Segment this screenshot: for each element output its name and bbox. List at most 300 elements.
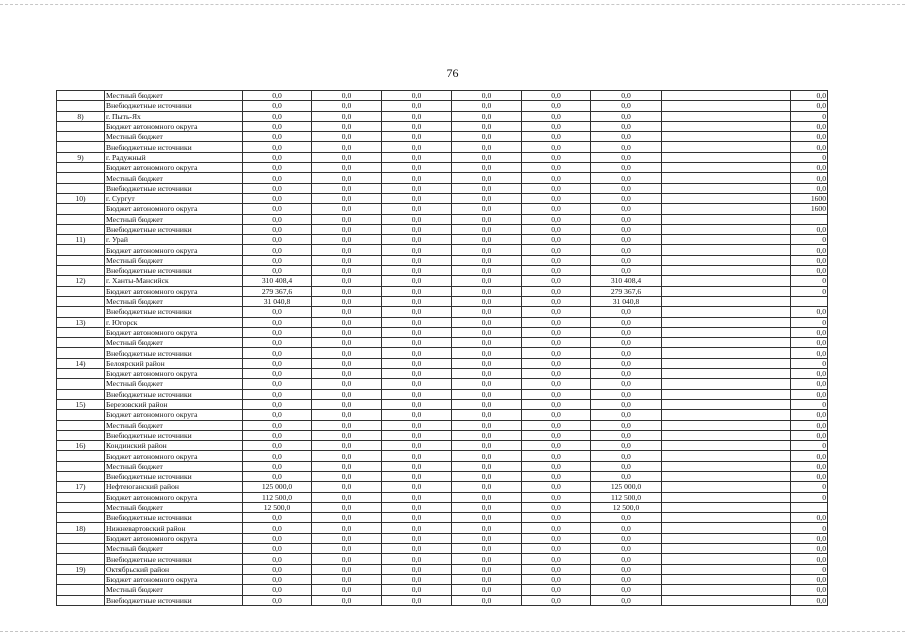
- row-name-cell: Местный бюджет: [105, 338, 243, 348]
- value-cell: 0,0: [791, 338, 828, 348]
- value-cell: 0,0: [243, 101, 312, 111]
- value-cell: 0,0: [243, 204, 312, 214]
- value-cell: 0,0: [312, 379, 382, 389]
- value-cell: 0,0: [591, 585, 662, 595]
- value-cell: 0,0: [312, 255, 382, 265]
- value-cell: 0,0: [791, 554, 828, 564]
- value-cell: 0,0: [522, 204, 591, 214]
- value-cell: 0,0: [522, 410, 591, 420]
- value-cell: 0,0: [591, 132, 662, 142]
- value-cell: 0,0: [312, 193, 382, 203]
- row-name-cell: Внебюджетные источники: [105, 430, 243, 440]
- value-cell: 0,0: [452, 420, 522, 430]
- value-cell: 0,0: [382, 245, 452, 255]
- value-cell: 12 500,0: [243, 502, 312, 512]
- value-cell: 0,0: [243, 224, 312, 234]
- value-cell: 0,0: [522, 348, 591, 358]
- value-cell: 0,0: [591, 544, 662, 554]
- value-cell: 0,0: [591, 441, 662, 451]
- value-cell: 0,0: [522, 564, 591, 574]
- value-cell: 0,0: [243, 111, 312, 121]
- table-row: [57, 266, 828, 276]
- value-cell: 0,0: [452, 595, 522, 605]
- value-cell: 125 000,0: [243, 482, 312, 492]
- value-cell: 0,0: [791, 574, 828, 584]
- table-row: [57, 595, 828, 605]
- value-cell: 0,0: [522, 574, 591, 584]
- value-cell: [662, 348, 791, 358]
- value-cell: 0,0: [791, 389, 828, 399]
- value-cell: 31 040,8: [591, 296, 662, 306]
- row-name-cell: Местный бюджет: [105, 173, 243, 183]
- value-cell: 0,0: [382, 492, 452, 502]
- value-cell: 0,0: [452, 574, 522, 584]
- value-cell: 0,0: [243, 544, 312, 554]
- value-cell: 0,0: [312, 91, 382, 101]
- value-cell: [662, 286, 791, 296]
- value-cell: 0,0: [591, 91, 662, 101]
- value-cell: 0,0: [382, 327, 452, 337]
- value-cell: 0,0: [312, 451, 382, 461]
- value-cell: 0,0: [243, 142, 312, 152]
- value-cell: 0,0: [243, 91, 312, 101]
- value-cell: [662, 379, 791, 389]
- row-number-cell: [57, 379, 105, 389]
- value-cell: 0,0: [312, 574, 382, 584]
- value-cell: [662, 523, 791, 533]
- value-cell: 0,0: [452, 183, 522, 193]
- row-number-cell: 12): [57, 276, 105, 286]
- value-cell: 0,0: [591, 327, 662, 337]
- value-cell: [662, 574, 791, 584]
- value-cell: 0,0: [791, 142, 828, 152]
- row-number-cell: [57, 132, 105, 142]
- value-cell: 310 408,4: [243, 276, 312, 286]
- value-cell: 0,0: [591, 183, 662, 193]
- value-cell: 0,0: [452, 389, 522, 399]
- value-cell: 0,0: [452, 91, 522, 101]
- row-name-cell: Местный бюджет: [105, 255, 243, 265]
- value-cell: 0,0: [243, 338, 312, 348]
- value-cell: 0,0: [382, 121, 452, 131]
- value-cell: 0,0: [452, 338, 522, 348]
- value-cell: 0,0: [312, 214, 382, 224]
- row-name-cell: Бюджет автономного округа: [105, 121, 243, 131]
- row-name-cell: Бюджет автономного округа: [105, 410, 243, 420]
- row-name-cell: Внебюджетные источники: [105, 554, 243, 564]
- value-cell: 0,0: [312, 410, 382, 420]
- value-cell: 0,0: [591, 451, 662, 461]
- value-cell: 0: [791, 523, 828, 533]
- row-number-cell: 15): [57, 399, 105, 409]
- value-cell: 0,0: [522, 173, 591, 183]
- value-cell: 0,0: [243, 173, 312, 183]
- value-cell: 0,0: [591, 564, 662, 574]
- row-number-cell: [57, 173, 105, 183]
- value-cell: 0,0: [243, 471, 312, 481]
- value-cell: 0,0: [591, 461, 662, 471]
- value-cell: 0,0: [382, 338, 452, 348]
- value-cell: 0,0: [382, 152, 452, 162]
- value-cell: 0,0: [791, 379, 828, 389]
- value-cell: 0: [791, 111, 828, 121]
- value-cell: 0,0: [791, 132, 828, 142]
- value-cell: 0,0: [382, 266, 452, 276]
- value-cell: 0,0: [791, 410, 828, 420]
- value-cell: 0,0: [522, 358, 591, 368]
- value-cell: [662, 255, 791, 265]
- row-number-cell: [57, 338, 105, 348]
- value-cell: 0,0: [312, 544, 382, 554]
- value-cell: 0,0: [452, 111, 522, 121]
- table-row: [57, 369, 828, 379]
- table-row: [57, 245, 828, 255]
- table-row: [57, 554, 828, 564]
- value-cell: 0: [791, 399, 828, 409]
- value-cell: 0,0: [382, 204, 452, 214]
- value-cell: 0,0: [452, 255, 522, 265]
- value-cell: 0,0: [382, 317, 452, 327]
- value-cell: 0,0: [591, 389, 662, 399]
- value-cell: 0,0: [591, 348, 662, 358]
- value-cell: 0,0: [382, 91, 452, 101]
- value-cell: 0,0: [591, 369, 662, 379]
- row-name-cell: Местный бюджет: [105, 461, 243, 471]
- value-cell: 0,0: [382, 564, 452, 574]
- value-cell: 0,0: [243, 369, 312, 379]
- value-cell: 0,0: [452, 193, 522, 203]
- value-cell: 0,0: [522, 420, 591, 430]
- value-cell: 0,0: [312, 317, 382, 327]
- table-row: [57, 451, 828, 461]
- value-cell: 0,0: [312, 595, 382, 605]
- value-cell: 0,0: [591, 358, 662, 368]
- value-cell: 0,0: [382, 307, 452, 317]
- value-cell: 0: [791, 286, 828, 296]
- table-row: [57, 224, 828, 234]
- value-cell: 0,0: [522, 142, 591, 152]
- value-cell: 0,0: [522, 224, 591, 234]
- value-cell: 279 367,6: [243, 286, 312, 296]
- table-row: [57, 585, 828, 595]
- value-cell: 0,0: [452, 502, 522, 512]
- value-cell: [662, 471, 791, 481]
- value-cell: 0,0: [312, 224, 382, 234]
- value-cell: 0,0: [382, 441, 452, 451]
- value-cell: 0,0: [452, 286, 522, 296]
- value-cell: 0,0: [382, 142, 452, 152]
- value-cell: 0,0: [452, 451, 522, 461]
- row-name-cell: Внебюджетные источники: [105, 101, 243, 111]
- value-cell: [662, 235, 791, 245]
- row-number-cell: 10): [57, 193, 105, 203]
- value-cell: 0,0: [312, 111, 382, 121]
- value-cell: 0,0: [522, 91, 591, 101]
- value-cell: 0,0: [382, 276, 452, 286]
- row-name-cell: г. Урай: [105, 235, 243, 245]
- value-cell: 0,0: [791, 585, 828, 595]
- value-cell: [662, 461, 791, 471]
- value-cell: 0,0: [591, 224, 662, 234]
- value-cell: 0,0: [312, 276, 382, 286]
- value-cell: 0,0: [522, 389, 591, 399]
- table-row: [57, 307, 828, 317]
- value-cell: 0,0: [522, 369, 591, 379]
- value-cell: 0,0: [243, 523, 312, 533]
- value-cell: 0,0: [452, 369, 522, 379]
- value-cell: 0,0: [591, 430, 662, 440]
- value-cell: 0,0: [243, 266, 312, 276]
- value-cell: 0,0: [591, 399, 662, 409]
- value-cell: 0,0: [522, 379, 591, 389]
- table-row: [57, 564, 828, 574]
- row-name-cell: Бюджет автономного округа: [105, 369, 243, 379]
- value-cell: [662, 441, 791, 451]
- value-cell: 0,0: [452, 327, 522, 337]
- value-cell: 0,0: [522, 441, 591, 451]
- table-row: [57, 461, 828, 471]
- row-number-cell: [57, 595, 105, 605]
- row-number-cell: 8): [57, 111, 105, 121]
- value-cell: 0,0: [382, 389, 452, 399]
- value-cell: 0,0: [452, 173, 522, 183]
- value-cell: 0,0: [791, 420, 828, 430]
- value-cell: 0,0: [452, 101, 522, 111]
- value-cell: 0,0: [591, 523, 662, 533]
- value-cell: 0,0: [312, 204, 382, 214]
- value-cell: 0,0: [382, 183, 452, 193]
- value-cell: 0,0: [591, 420, 662, 430]
- value-cell: [662, 214, 791, 224]
- table-row: [57, 523, 828, 533]
- table-row: [57, 471, 828, 481]
- row-name-cell: Внебюджетные источники: [105, 348, 243, 358]
- value-cell: 0,0: [382, 173, 452, 183]
- value-cell: 0: [791, 276, 828, 286]
- value-cell: 125 000,0: [591, 482, 662, 492]
- row-number-cell: 17): [57, 482, 105, 492]
- value-cell: 0,0: [452, 492, 522, 502]
- value-cell: 0,0: [382, 235, 452, 245]
- value-cell: 0,0: [452, 224, 522, 234]
- row-name-cell: Бюджет автономного округа: [105, 574, 243, 584]
- value-cell: [662, 430, 791, 440]
- value-cell: 0,0: [312, 492, 382, 502]
- row-name-cell: Местный бюджет: [105, 585, 243, 595]
- value-cell: 0,0: [382, 430, 452, 440]
- value-cell: 0,0: [382, 193, 452, 203]
- table-row: [57, 142, 828, 152]
- value-cell: 0,0: [591, 471, 662, 481]
- value-cell: 0,0: [522, 163, 591, 173]
- value-cell: 0,0: [522, 101, 591, 111]
- value-cell: [662, 369, 791, 379]
- table-row: [57, 358, 828, 368]
- value-cell: 0,0: [312, 461, 382, 471]
- page-number: 76: [446, 66, 459, 80]
- value-cell: 0,0: [243, 430, 312, 440]
- row-name-cell: Внебюджетные источники: [105, 389, 243, 399]
- value-cell: 0,0: [243, 461, 312, 471]
- value-cell: 0,0: [312, 132, 382, 142]
- value-cell: [662, 317, 791, 327]
- value-cell: 0,0: [312, 183, 382, 193]
- value-cell: 0,0: [243, 132, 312, 142]
- row-name-cell: г. Ханты-Мансийск: [105, 276, 243, 286]
- row-number-cell: [57, 369, 105, 379]
- value-cell: 0,0: [452, 296, 522, 306]
- table-row: [57, 492, 828, 502]
- value-cell: [662, 193, 791, 203]
- value-cell: 0,0: [791, 245, 828, 255]
- value-cell: 0,0: [522, 276, 591, 286]
- value-cell: 0,0: [591, 152, 662, 162]
- value-cell: 0,0: [382, 502, 452, 512]
- value-cell: 0,0: [382, 471, 452, 481]
- value-cell: 0,0: [312, 235, 382, 245]
- value-cell: [662, 585, 791, 595]
- value-cell: 0,0: [312, 286, 382, 296]
- value-cell: [662, 533, 791, 543]
- row-number-cell: [57, 214, 105, 224]
- value-cell: 0,0: [522, 183, 591, 193]
- value-cell: 0,0: [243, 595, 312, 605]
- value-cell: 0,0: [791, 224, 828, 234]
- row-number-cell: [57, 266, 105, 276]
- table-row: [57, 533, 828, 543]
- value-cell: 0,0: [382, 533, 452, 543]
- value-cell: 0,0: [522, 533, 591, 543]
- table-row: [57, 296, 828, 306]
- value-cell: [662, 327, 791, 337]
- value-cell: 0,0: [243, 451, 312, 461]
- table-row: [57, 348, 828, 358]
- value-cell: 0,0: [591, 338, 662, 348]
- value-cell: [662, 513, 791, 523]
- value-cell: 0,0: [591, 317, 662, 327]
- value-cell: 0,0: [382, 513, 452, 523]
- row-name-cell: Бюджет автономного округа: [105, 327, 243, 337]
- value-cell: 0,0: [243, 410, 312, 420]
- value-cell: 0,0: [452, 132, 522, 142]
- row-number-cell: [57, 471, 105, 481]
- value-cell: 0,0: [382, 111, 452, 121]
- value-cell: 0,0: [522, 544, 591, 554]
- value-cell: 0,0: [522, 492, 591, 502]
- value-cell: 0,0: [522, 502, 591, 512]
- table-row: [57, 204, 828, 214]
- value-cell: 0: [791, 482, 828, 492]
- row-number-cell: [57, 451, 105, 461]
- row-number-cell: 16): [57, 441, 105, 451]
- row-name-cell: Октябрьский район: [105, 564, 243, 574]
- value-cell: 0,0: [522, 471, 591, 481]
- value-cell: [662, 307, 791, 317]
- value-cell: 0,0: [452, 430, 522, 440]
- value-cell: 0,0: [312, 399, 382, 409]
- value-cell: 0,0: [591, 255, 662, 265]
- value-cell: 0,0: [452, 585, 522, 595]
- value-cell: 0,0: [452, 523, 522, 533]
- value-cell: 12 500,0: [591, 502, 662, 512]
- value-cell: 0,0: [243, 379, 312, 389]
- value-cell: 0,0: [591, 533, 662, 543]
- row-number-cell: [57, 348, 105, 358]
- value-cell: 0,0: [243, 585, 312, 595]
- table-row: [57, 317, 828, 327]
- scan-edge-top: [0, 4, 905, 5]
- value-cell: 0,0: [312, 327, 382, 337]
- value-cell: 112 500,0: [243, 492, 312, 502]
- value-cell: [662, 163, 791, 173]
- value-cell: [662, 595, 791, 605]
- value-cell: [662, 204, 791, 214]
- value-cell: 0,0: [452, 142, 522, 152]
- row-number-cell: [57, 142, 105, 152]
- value-cell: 0,0: [312, 173, 382, 183]
- value-cell: 0,0: [382, 461, 452, 471]
- value-cell: 0,0: [243, 255, 312, 265]
- row-name-cell: Нижневартовский район: [105, 523, 243, 533]
- row-number-cell: [57, 307, 105, 317]
- row-number-cell: [57, 101, 105, 111]
- value-cell: 0,0: [791, 255, 828, 265]
- value-cell: 0: [791, 492, 828, 502]
- value-cell: 0,0: [522, 214, 591, 224]
- table-row: [57, 389, 828, 399]
- value-cell: 0,0: [452, 266, 522, 276]
- value-cell: 0,0: [452, 152, 522, 162]
- value-cell: 0,0: [312, 121, 382, 131]
- row-name-cell: Кондинский район: [105, 441, 243, 451]
- value-cell: 0,0: [312, 441, 382, 451]
- row-name-cell: Внебюджетные источники: [105, 266, 243, 276]
- value-cell: 0,0: [452, 441, 522, 451]
- table-row: [57, 91, 828, 101]
- row-name-cell: Бюджет автономного округа: [105, 245, 243, 255]
- row-name-cell: г. Пыть-Ях: [105, 111, 243, 121]
- row-name-cell: Бюджет автономного округа: [105, 204, 243, 214]
- value-cell: 0,0: [522, 430, 591, 440]
- value-cell: 0,0: [791, 471, 828, 481]
- value-cell: 0,0: [522, 307, 591, 317]
- value-cell: 0,0: [591, 379, 662, 389]
- value-cell: 0,0: [591, 193, 662, 203]
- row-name-cell: Березовский район: [105, 399, 243, 409]
- value-cell: [662, 111, 791, 121]
- value-cell: 0,0: [452, 307, 522, 317]
- row-number-cell: [57, 574, 105, 584]
- value-cell: 0,0: [522, 193, 591, 203]
- row-number-cell: [57, 389, 105, 399]
- value-cell: 0,0: [312, 369, 382, 379]
- value-cell: 0,0: [382, 379, 452, 389]
- value-cell: 0,0: [312, 163, 382, 173]
- value-cell: 0,0: [312, 564, 382, 574]
- value-cell: 0,0: [522, 554, 591, 564]
- value-cell: [662, 502, 791, 512]
- value-cell: 0,0: [382, 595, 452, 605]
- table-row: [57, 327, 828, 337]
- row-name-cell: Местный бюджет: [105, 379, 243, 389]
- value-cell: 0,0: [791, 533, 828, 543]
- value-cell: 0,0: [382, 255, 452, 265]
- value-cell: 0,0: [791, 461, 828, 471]
- value-cell: 0,0: [452, 235, 522, 245]
- value-cell: [662, 121, 791, 131]
- value-cell: 0,0: [312, 296, 382, 306]
- row-number-cell: 13): [57, 317, 105, 327]
